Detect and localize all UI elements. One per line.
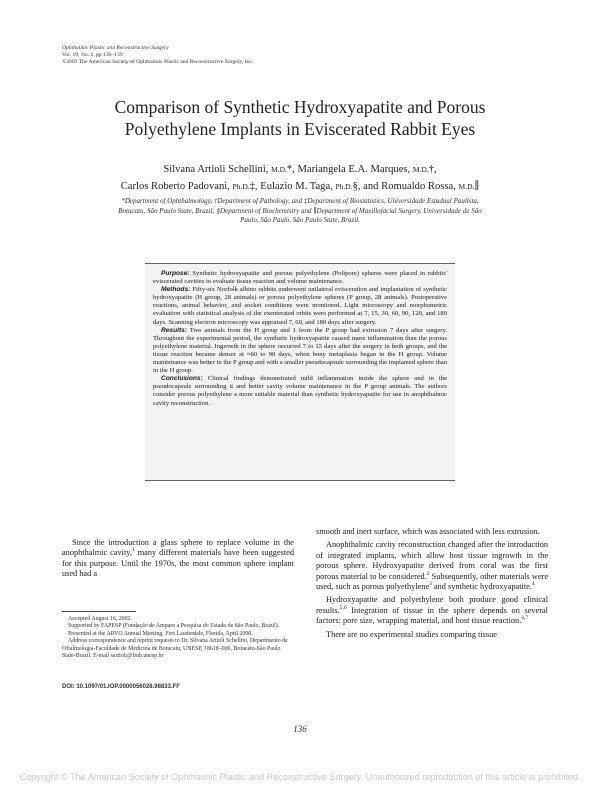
- author-list: [60, 161, 540, 195]
- author-rossa: Romualdo Rossa,: [381, 181, 456, 192]
- affiliation-line-3: Paulo, São Paulo, São Paulo State, Brazil.: [240, 216, 360, 225]
- text: Integration of tissue in the sphere depends on several factors: pore size, wrapping material, and host tissue reaction.: [316, 605, 548, 626]
- copyright-watermark: Copyright © The American Society of Ophthalmic Plastic and Reconstructive Surgery. Unauthorized reproduction of this article is prohibited.: [19, 772, 581, 782]
- author-schellini: Silvana Artioli Schellini,: [163, 164, 269, 175]
- paragraph-reconstruction: [316, 540, 548, 592]
- doi: DOI: 10.1097/01.IOP.0000056028.98833.FF: [62, 684, 180, 690]
- citation: 2: [426, 570, 430, 577]
- degree: M.D.: [412, 165, 429, 174]
- body-column-left: [62, 538, 294, 583]
- journal-volume: Vol. 19, No. 2, pp 136–139: [62, 51, 123, 58]
- affiliations: [70, 197, 530, 226]
- methods-text: Fifty-six Norfolk albino rabbits underwent unilateral evisceration and implantation of synthetic hydroxyapatite (H group, 28 animals) or porous polyethylene spheres (P group, 28 animals). Postoperative reactions, animal behavior, and socket conditions were monitored. Light microscopy and morphometric evaluation with statistical analysis of the exenterated orbits were performed at 7, 15, 30, 60, 90, 120, and 180 days. Scanning electron microscopy was appraised 7, 60, and 180 days after surgery.: [153, 286, 447, 326]
- body-column-right: [316, 527, 548, 643]
- purpose-label: Purpose:: [161, 270, 190, 277]
- intro-paragraph: [62, 538, 294, 580]
- abstract-methods: [153, 286, 447, 326]
- abstract-conclusions: [153, 375, 447, 407]
- author-padovani: Carlos Roberto Padovani,: [120, 181, 230, 192]
- citation: 1: [131, 547, 135, 554]
- intro-text-b: many different materials have been suggested for this purpose. Until the 1970s, the most common sphere implant used had a: [62, 548, 294, 579]
- purpose-text: Synthetic hydroxyapatite and porous polyethylene (Polipore) spheres were placed in rabbits' eviscerated cavities to evaluate tissue reaction and volume maintenance.: [153, 270, 447, 286]
- citation: 3,7: [521, 615, 529, 622]
- results-label: Results:: [161, 326, 188, 334]
- affil-mark: ∥: [474, 181, 480, 192]
- abstract-results: [153, 327, 447, 376]
- footnote-presented: Presented at the ARVO Annual Meeting, Fort Lauderdale, Florida, April 2000.: [68, 630, 253, 637]
- degree: Ph.D.: [232, 182, 250, 191]
- citation: 5,6: [339, 605, 347, 612]
- footnote-accepted: Accepted August 16, 2002.: [68, 616, 132, 622]
- degree: Ph.D.: [335, 182, 353, 191]
- degree: M.D.: [271, 165, 287, 174]
- degree: M.D.: [458, 182, 475, 191]
- author-marques: Mariangela E.A. Marques,: [297, 164, 411, 175]
- affil-mark: *,: [286, 164, 298, 175]
- affiliation-line-1: *Department of Ophthalmology, †Department of Pathology, and ‡Department of Biostatistics, Universidade Estadual Paulista,: [121, 197, 479, 205]
- text: Anophthalmic cavity reconstruction changed after the introduction of integrated implants, which allow host tissue ingrowth in the porous sphere. Hydroxyapatite derived from coral was the first porous material to be considered.: [316, 540, 548, 581]
- citation: 3: [429, 581, 432, 588]
- page-number: 136: [293, 724, 307, 734]
- paragraph-continued: smooth and inert surface, which was associated with less extrusion.: [316, 527, 540, 536]
- title-line-2: Polyethylene Implants in Eviscerated Rabbit Eyes: [124, 119, 476, 139]
- journal-header: [62, 45, 253, 65]
- conclusions-text: Clinical findings demonstrated mild inflammation inside the sphere and in the pseudocapsule surrounding it and better cavity volume maintenance in the P group animals. The authors consider porous polyethylene a more suitable material than synthetic hydroxyapatite for use in anophthalmic cavity reconstruction.: [153, 375, 447, 407]
- methods-label: Methods:: [161, 286, 191, 294]
- text: and synthetic hydroxyapatite.: [431, 582, 532, 592]
- journal-copyright: ©2003 The American Society of Ophthalmic Plastic and Reconstructive Surgery, Inc.: [62, 58, 254, 65]
- intro-text-a: Since the introduction a glass sphere to replace volume in the anophthalmic cavity,: [62, 538, 294, 558]
- footnotes: [62, 616, 294, 660]
- paragraph-results: [316, 595, 548, 626]
- abstract-purpose: [153, 270, 447, 286]
- affil-mark: †,: [428, 164, 437, 175]
- journal-name: Ophthalmic Plastic and Reconstructive Surgery: [62, 45, 169, 51]
- title-line-1: Comparison of Synthetic Hydroxyapatite and Porous: [114, 97, 486, 117]
- text: Subsequently, other materials were used, such as porous polyethylene: [316, 571, 548, 592]
- citation: 4: [531, 581, 535, 588]
- abstract-box: [145, 263, 455, 481]
- affiliation-line-2: Botucatu, São Paulo State, Brazil; §Department of Biochemistry and ∥Department of Maxillofacial Surgery, Universidade de São: [118, 206, 482, 215]
- author-taga: Eulazio M. Taga,: [260, 181, 333, 192]
- affil-mark: §, and: [352, 181, 382, 192]
- footnote-support: Supported by FAPESP (Fundação de Amparo a Pesquisa do Estado de São Paulo, Brazil).: [68, 623, 280, 630]
- footnote-rule: [62, 611, 136, 612]
- author-line-1: [60, 161, 540, 178]
- footnote-address: Address correspondence and reprint requests to Dr. Silvana Artioli Schellini, Departmento de Oftalmologia-Faculdade de Medicina de Botucatu, UNESP, 18618–000, Botucatu-São Paulo State-Brazil. E-mail sartioli@fmb.unesp.br: [62, 638, 288, 660]
- article-title: [60, 96, 540, 140]
- affil-mark: ‡,: [249, 181, 261, 192]
- author-line-2: [60, 178, 540, 195]
- paragraph-studies: There are no experimental studies comparing tissue: [326, 629, 497, 639]
- text: Hydroxyapatite and polyethylene both produce good clinical results.: [316, 595, 548, 615]
- conclusions-label: Conclusions:: [161, 375, 203, 383]
- results-text: Two animals from the H group and 1 from the P group had extrusion 7 days after surgery. Throughout the experimental period, the synthetic hydroxyapatite caused more inflammation than the porous polyethylene material. Ingrowth in the sphere occurred 7 to 15 days after the surgery in both groups, and the tissue reaction became denser at ≈60 to 90 days, when bony metaplasia began in the H group. Volume maintenance was better in the P group and with a smaller pseudocapsule surrounding the implanted sphere than in the H group.: [153, 326, 447, 375]
